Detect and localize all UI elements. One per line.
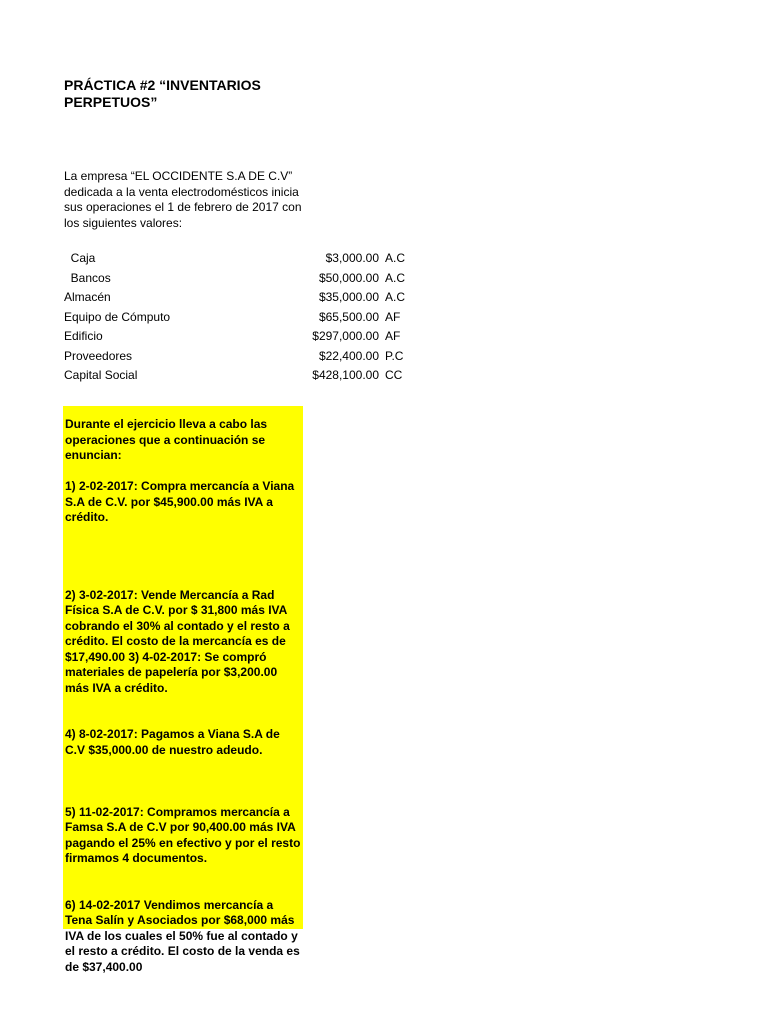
account-amount: $3,000.00 (325, 251, 379, 265)
account-class: P.C (385, 348, 404, 363)
account-name: Almacén (64, 290, 111, 304)
operations-intro: Durante el ejercicio lleva a cabo las operaciones que a continuación se enuncian: (65, 417, 268, 462)
account-class: A.C (385, 270, 406, 285)
operation-6: 6) 14-02-2017 Vendimos mercancía a Tena Salín y Asociados por $68,000 más IVA de los cuales el 50% fue al contado y el resto a crédito. El costo de la venda es de $37,400.00 (65, 897, 300, 974)
account-class: AF (385, 329, 401, 343)
account-name: Capital Social (64, 368, 138, 382)
ledger-row (64, 329, 414, 349)
account-amount: $428,100.00 (312, 368, 379, 382)
ledger-row (64, 251, 414, 271)
account-amount: $35,000.00 (318, 290, 379, 304)
account-class: CC (385, 368, 403, 382)
operation-2-3: 2) 3-02-2017: Vende Mercancía a Rad Física S.A de C.V. por $ 31,800 más IVA cobrando el 30% al contado y el resto a crédito. El costo de la mercancía es de $17,490.00 3) 4-02-2017: Se compró materiales de papelería por $3,200.00 más IVA a crédito. (65, 587, 290, 695)
title-line-2: PERPETUOS” (64, 94, 158, 110)
document-title (64, 77, 304, 111)
account-name: Caja (64, 251, 96, 265)
title-line-1: PRÁCTICA #2 “INVENTARIOS (64, 77, 261, 93)
intro-paragraph: La empresa “EL OCCIDENTE S.A DE C.V” dedicada a la venta electrodomésticos inicia sus operaciones el 1 de febrero de 2017 con los siguientes valores: (64, 169, 302, 230)
operation-5: 5) 11-02-2017: Compramos mercancía a Famsa S.A de C.V por 90,400.00 más IVA pagando el 25% en efectivo y por el resto firmamos 4 documentos. (65, 804, 301, 865)
account-amount: $65,500.00 (318, 309, 379, 324)
ledger-row (64, 368, 414, 388)
ledger-row (64, 290, 414, 310)
account-amount: $50,000.00 (318, 270, 379, 285)
account-class: A.C (385, 251, 406, 265)
operation-4: 4) 8-02-2017: Pagamos a Viana S.A de C.V $35,000.00 de nuestro adeudo. (65, 727, 280, 757)
ledger-row (64, 271, 414, 291)
account-class: AF (385, 309, 401, 324)
account-name: Bancos (64, 270, 111, 285)
account-amount: $22,400.00 (318, 348, 379, 363)
account-name: Edificio (64, 329, 103, 343)
account-class: A.C (385, 290, 406, 304)
operations-box (63, 406, 303, 974)
account-name: Equipo de Cómputo (64, 309, 171, 324)
ledger-row (64, 310, 414, 330)
opening-balances (64, 251, 414, 388)
account-amount: $297,000.00 (312, 329, 379, 343)
ledger-row (64, 349, 414, 369)
account-name: Proveedores (64, 348, 133, 363)
operation-1: 1) 2-02-2017: Compra mercancía a Viana S.A de C.V. por $45,900.00 más IVA a crédito. (65, 479, 295, 524)
